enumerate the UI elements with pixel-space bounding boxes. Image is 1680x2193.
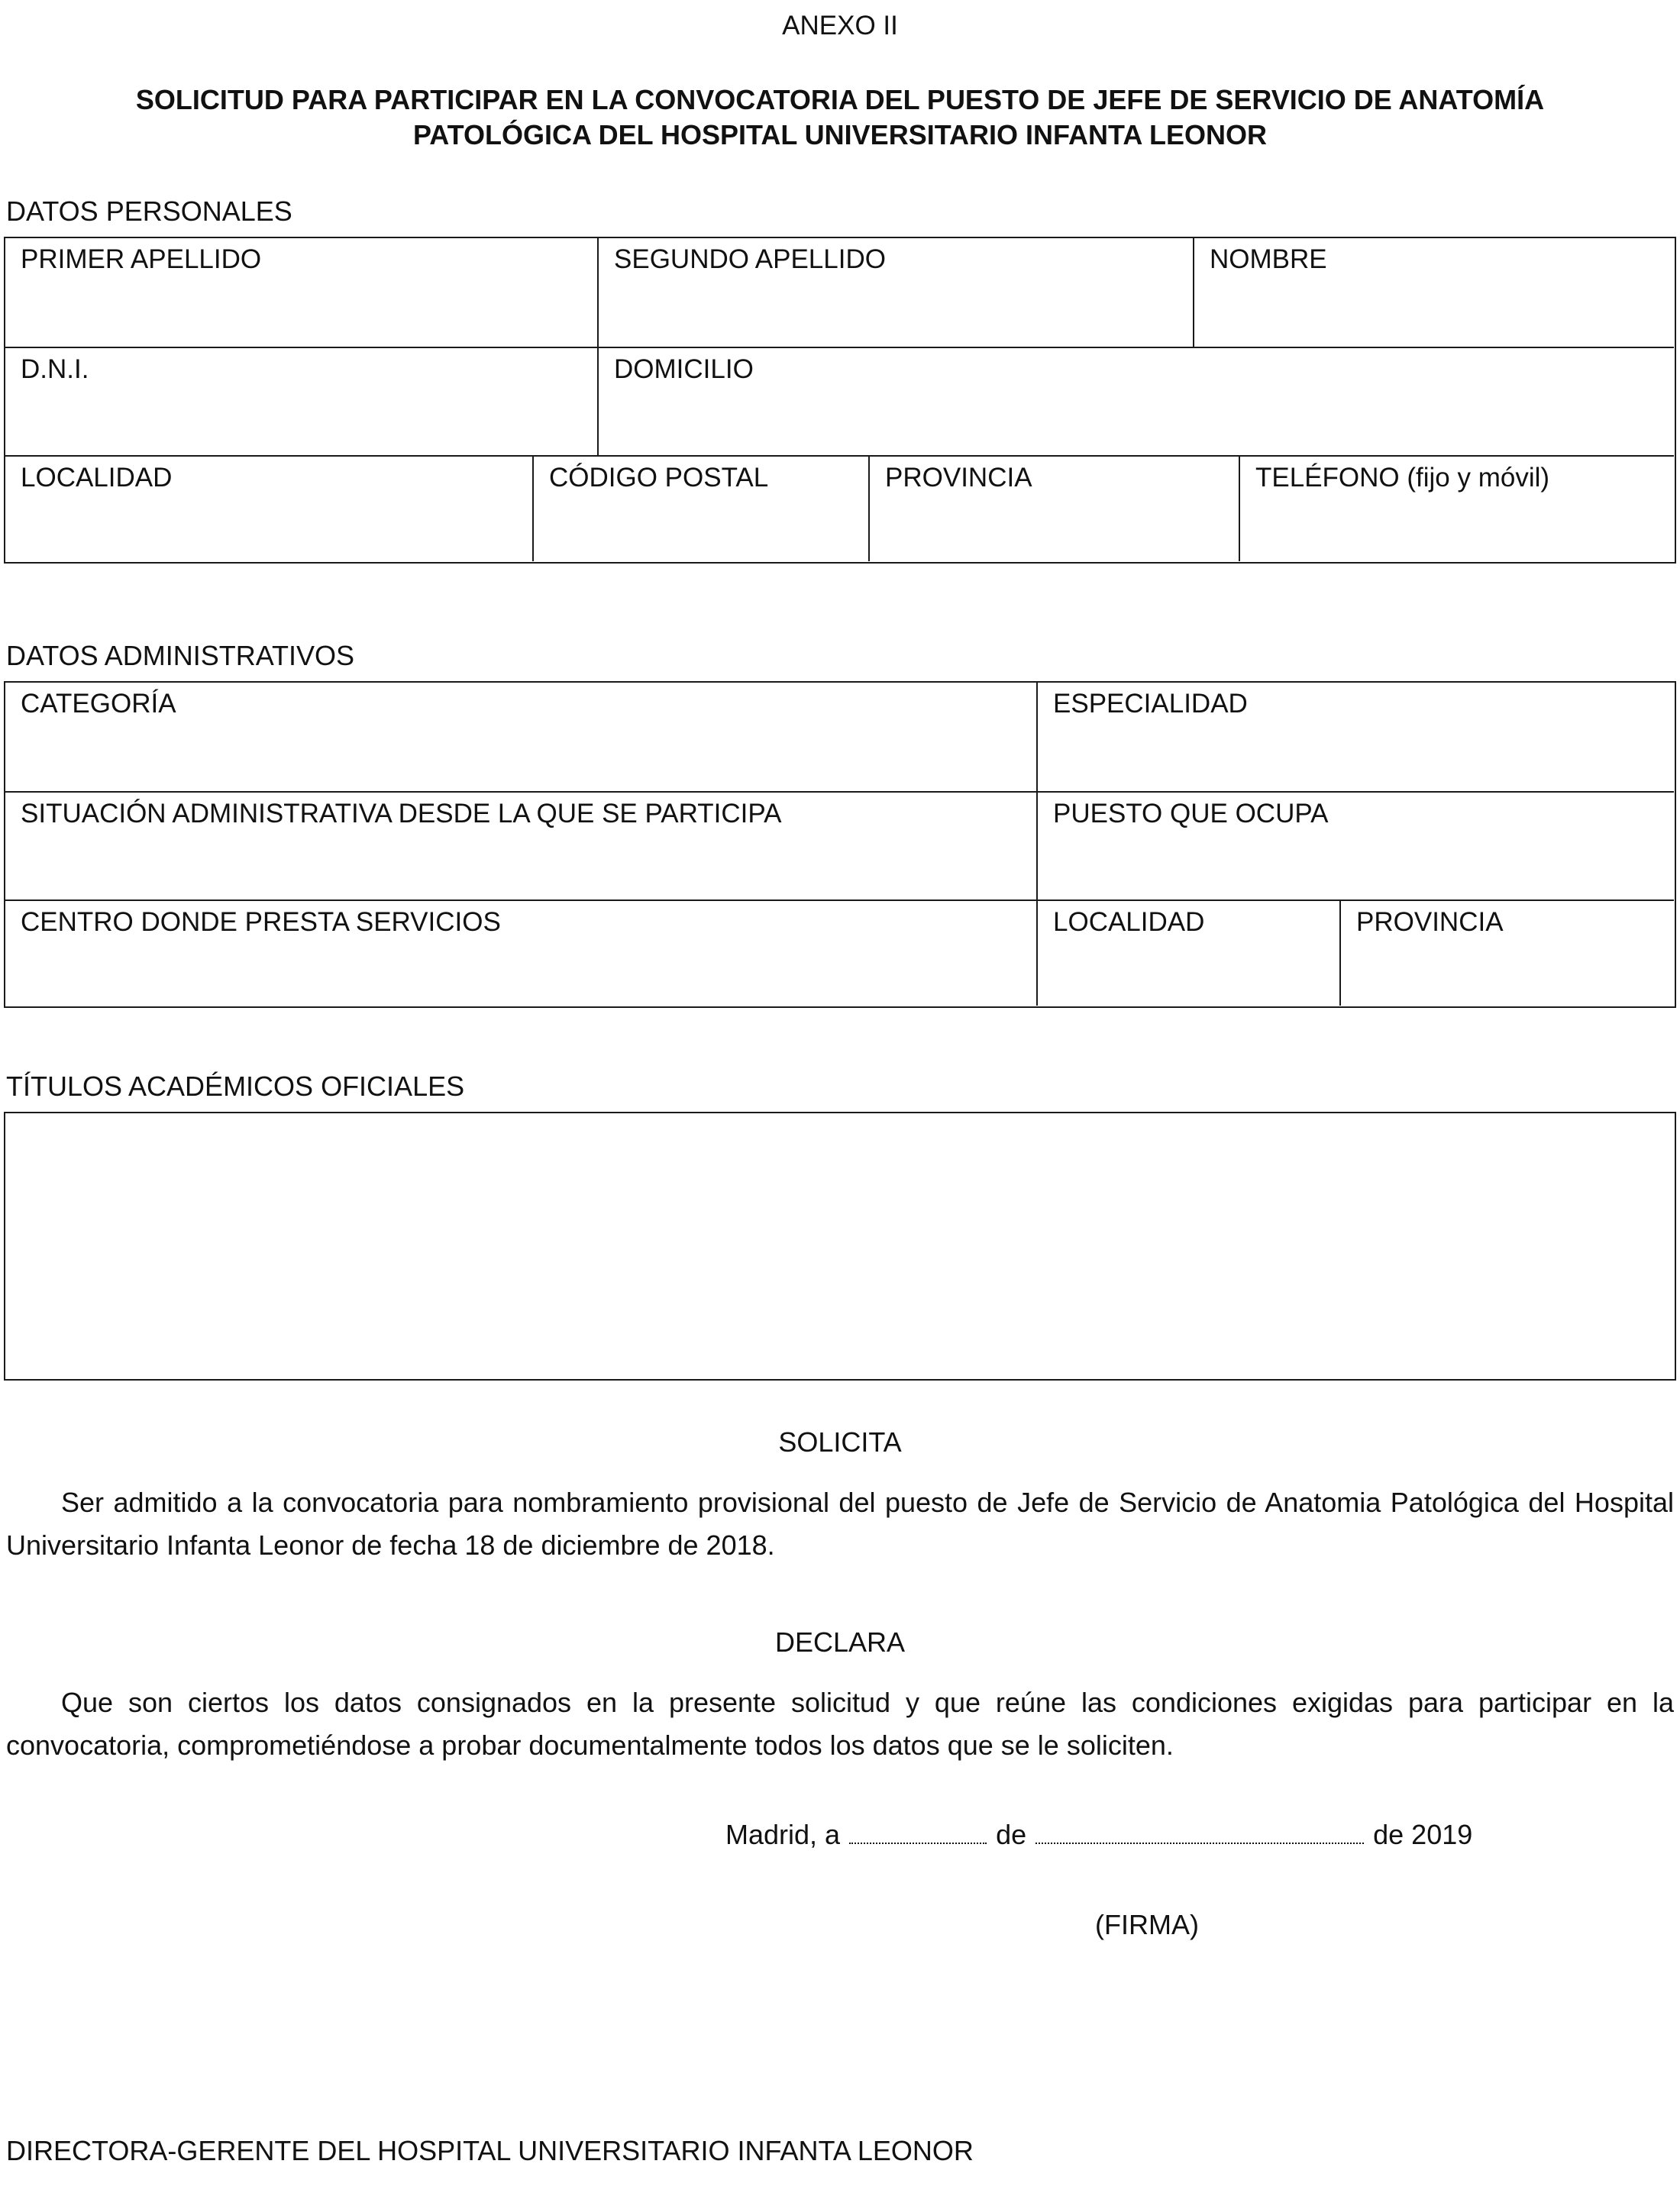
title-line-1: SOLICITUD PARA PARTICIPAR EN LA CONVOCATORIA DEL PUESTO DE JEFE DE SERVICIO DE ANATOMÍA (135, 84, 1545, 115)
date-middle: de (996, 1819, 1027, 1850)
dni-field[interactable]: D.N.I. (5, 347, 597, 455)
month-blank[interactable] (1035, 1823, 1364, 1844)
especialidad-field[interactable]: ESPECIALIDAD (1036, 683, 1674, 791)
admin-localidad-field[interactable]: LOCALIDAD (1036, 899, 1339, 1006)
solicita-text: Ser admitido a la convocatoria para nombramiento provisional del puesto de Jefe de Servicio de Anatomia Patológica del Hospital Universitario Infanta Leonor de fecha 18 de diciembre de 2018. (6, 1487, 1674, 1561)
annex-label: ANEXO II (782, 11, 898, 40)
domicilio-field[interactable]: DOMICILIO (597, 347, 1674, 455)
document-title (0, 82, 1680, 153)
situacion-administrativa-field[interactable]: SITUACIÓN ADMINISTRATIVA DESDE LA QUE SE PARTICIPA (5, 791, 1036, 899)
declara-heading: DECLARA (774, 1626, 906, 1658)
puesto-que-ocupa-field[interactable]: PUESTO QUE OCUPA (1036, 791, 1674, 899)
titulos-field[interactable] (4, 1112, 1676, 1381)
segundo-apellido-field[interactable]: SEGUNDO APELLIDO (597, 238, 1193, 347)
titulos-heading: TÍTULOS ACADÉMICOS OFICIALES (6, 1071, 465, 1102)
nombre-field[interactable]: NOMBRE (1193, 238, 1674, 347)
provincia-field[interactable]: PROVINCIA (868, 455, 1239, 561)
personal-data-heading: DATOS PERSONALES (6, 195, 292, 227)
administrative-data-heading: DATOS ADMINISTRATIVOS (6, 640, 355, 671)
personal-data-table (4, 237, 1676, 564)
categoria-field[interactable]: CATEGORÍA (21, 689, 176, 719)
date-suffix: de 2019 (1373, 1819, 1473, 1850)
codigo-postal-field[interactable]: CÓDIGO POSTAL (532, 455, 868, 561)
localidad-field[interactable]: LOCALIDAD (5, 455, 532, 561)
primer-apellido-field[interactable]: PRIMER APELLIDO (21, 244, 262, 274)
solicita-heading: SOLICITA (778, 1426, 902, 1458)
addressee: DIRECTORA-GERENTE DEL HOSPITAL UNIVERSITARIO INFANTA LEONOR (6, 2135, 974, 2166)
administrative-data-table (4, 681, 1676, 1008)
telefono-field[interactable]: TELÉFONO (fijo y móvil) (1239, 455, 1674, 561)
signature-label: (FIRMA) (1095, 1909, 1199, 1940)
date-prefix: Madrid, a (725, 1819, 841, 1850)
declara-text: Que son ciertos los datos consignados en la presente solicitud y que reúne las condiciones exigidas para participar en la convocatoria, comprometiéndose a probar documentalmente todos los datos que se le soliciten. (6, 1687, 1674, 1761)
date-line (725, 1819, 1472, 1851)
day-blank[interactable] (849, 1823, 987, 1844)
admin-provincia-field[interactable]: PROVINCIA (1339, 899, 1674, 1006)
centro-servicios-field[interactable]: CENTRO DONDE PRESTA SERVICIOS (5, 899, 1036, 1006)
title-line-2: PATOLÓGICA DEL HOSPITAL UNIVERSITARIO INFANTA LEONOR (412, 119, 1268, 150)
